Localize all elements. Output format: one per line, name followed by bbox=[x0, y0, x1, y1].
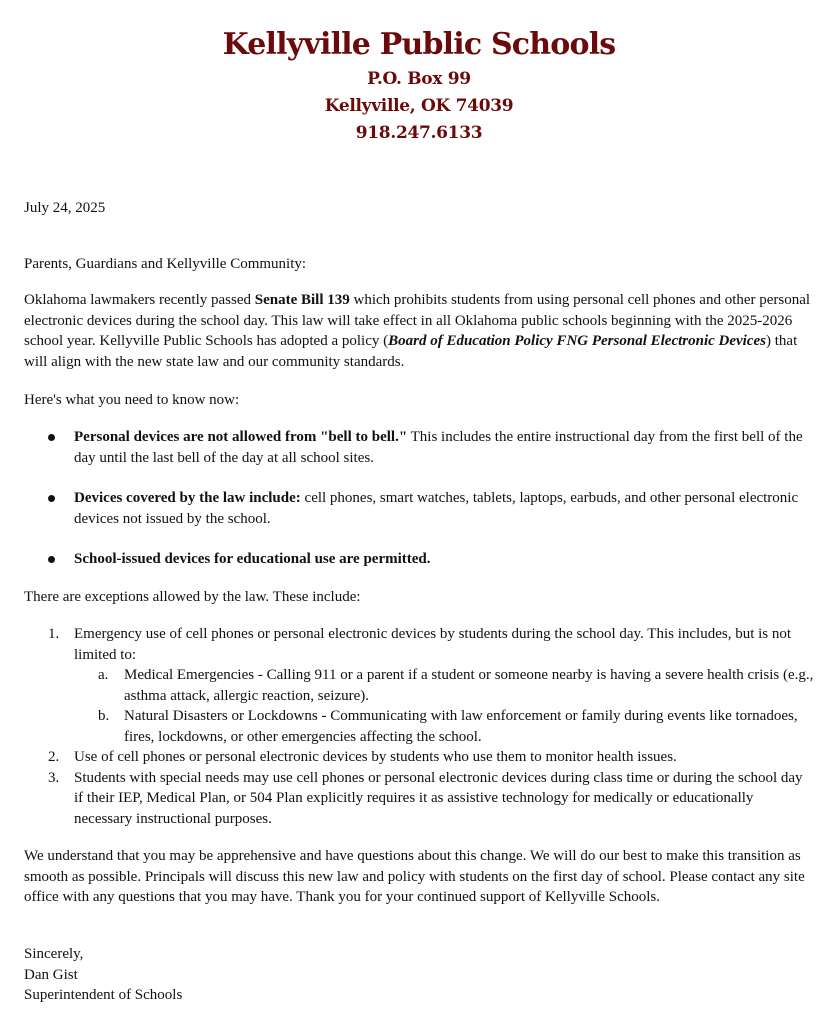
list-item bbox=[24, 747, 814, 768]
signer-title: Superintendent of Schools bbox=[24, 987, 183, 1003]
list-number: 1. bbox=[48, 626, 60, 642]
list-item bbox=[24, 427, 814, 468]
greeting: Parents, Guardians and Kellyville Community: bbox=[24, 256, 307, 272]
city-state-zip: Kellyville, OK 74039 bbox=[324, 96, 514, 116]
intro-paragraph bbox=[24, 290, 814, 372]
bill-name: Senate Bill 139 bbox=[254, 292, 350, 308]
list-number: 3. bbox=[48, 769, 60, 786]
sub-exception-text: Natural Disasters or Lockdowns - Communicating with law enforcement or family during events like tornadoes, fires, lockdowns, or other emergencies affecting the school. bbox=[124, 708, 798, 745]
policy-name: Board of Education Policy FNG Personal Electronic Devices bbox=[388, 333, 766, 349]
closing-paragraph: We understand that you may be apprehensive and have questions about this change. We will do our best to make this transition as smooth as possible. Principals will discuss this new law and policy with students on the first day of school. Please contact any site office with any questions that you may have. Thank you for your continued support of Kellyville Schools. bbox=[24, 848, 805, 905]
letterhead bbox=[0, 0, 838, 147]
list-item bbox=[74, 665, 814, 706]
list-number: 2. bbox=[48, 749, 60, 765]
list-item bbox=[24, 549, 814, 570]
exceptions-intro: There are exceptions allowed by the law. These include: bbox=[24, 589, 361, 605]
sub-exception-text: Medical Emergencies - Calling 911 or a parent if a student or someone nearby is having a severe health crisis (e.g., asthma attack, allergic reaction, seizure). bbox=[124, 667, 814, 704]
signer-name: Dan Gist bbox=[24, 966, 78, 983]
list-item bbox=[24, 624, 814, 747]
bullet-icon bbox=[48, 556, 55, 563]
school-name: Kellyville Public Schools bbox=[222, 27, 616, 62]
bullet-bold: Personal devices are not allowed from "bell to bell." bbox=[74, 429, 408, 445]
intro-text-1: Oklahoma lawmakers recently passed bbox=[24, 292, 255, 308]
bullet-bold: School-issued devices for educational use are permitted. bbox=[74, 551, 431, 567]
list-item bbox=[24, 488, 814, 529]
phone-number: 918.247.6133 bbox=[355, 123, 483, 143]
bullet-text: cell phones, smart watches, tablets, laptops, earbuds, and other personal electronic devices not issued by the school. bbox=[74, 490, 799, 527]
bullet-icon bbox=[48, 495, 55, 502]
list-item bbox=[24, 768, 814, 830]
exception-text: Use of cell phones or personal electronic devices by students who use them to monitor health issues. bbox=[74, 749, 677, 765]
bullet-text: This includes the entire instructional day from the first bell of the day until the last bell of the day at all school sites. bbox=[74, 429, 803, 466]
exception-sublist bbox=[74, 665, 814, 747]
intro-text-2: which prohibits students from using personal cell phones and other personal electronic devices during the school day. This law will take effect in all Oklahoma public schools beginning with the 2025-2026 school year. Kellyville Public Schools has adopted a policy ( bbox=[24, 292, 811, 349]
signoff: Sincerely, bbox=[24, 946, 84, 962]
intro-text-3: ) that will align with the new state law and our community standards. bbox=[24, 333, 798, 370]
signature-block bbox=[24, 944, 814, 1006]
po-box: P.O. Box 99 bbox=[367, 69, 471, 89]
letter-date: July 24, 2025 bbox=[24, 200, 106, 216]
list-letter: b. bbox=[98, 708, 110, 724]
exceptions-list bbox=[24, 624, 814, 829]
list-item bbox=[74, 706, 814, 747]
bullet-bold: Devices covered by the law include: bbox=[74, 490, 301, 506]
need-to-know-heading: Here's what you need to know now: bbox=[24, 392, 240, 408]
key-points-list bbox=[24, 427, 814, 590]
list-letter: a. bbox=[98, 667, 109, 683]
exception-text: Emergency use of cell phones or personal electronic devices by students during the school day. This includes, but is not limited to: bbox=[74, 626, 792, 663]
exception-text: Students with special needs may use cell phones or personal electronic devices during class time or during the school day if their IEP, Medical Plan, or 504 Plan explicitly requires it as assistive technology for medically or educationally necessary instructional purposes. bbox=[74, 769, 803, 827]
bullet-icon bbox=[48, 434, 55, 441]
